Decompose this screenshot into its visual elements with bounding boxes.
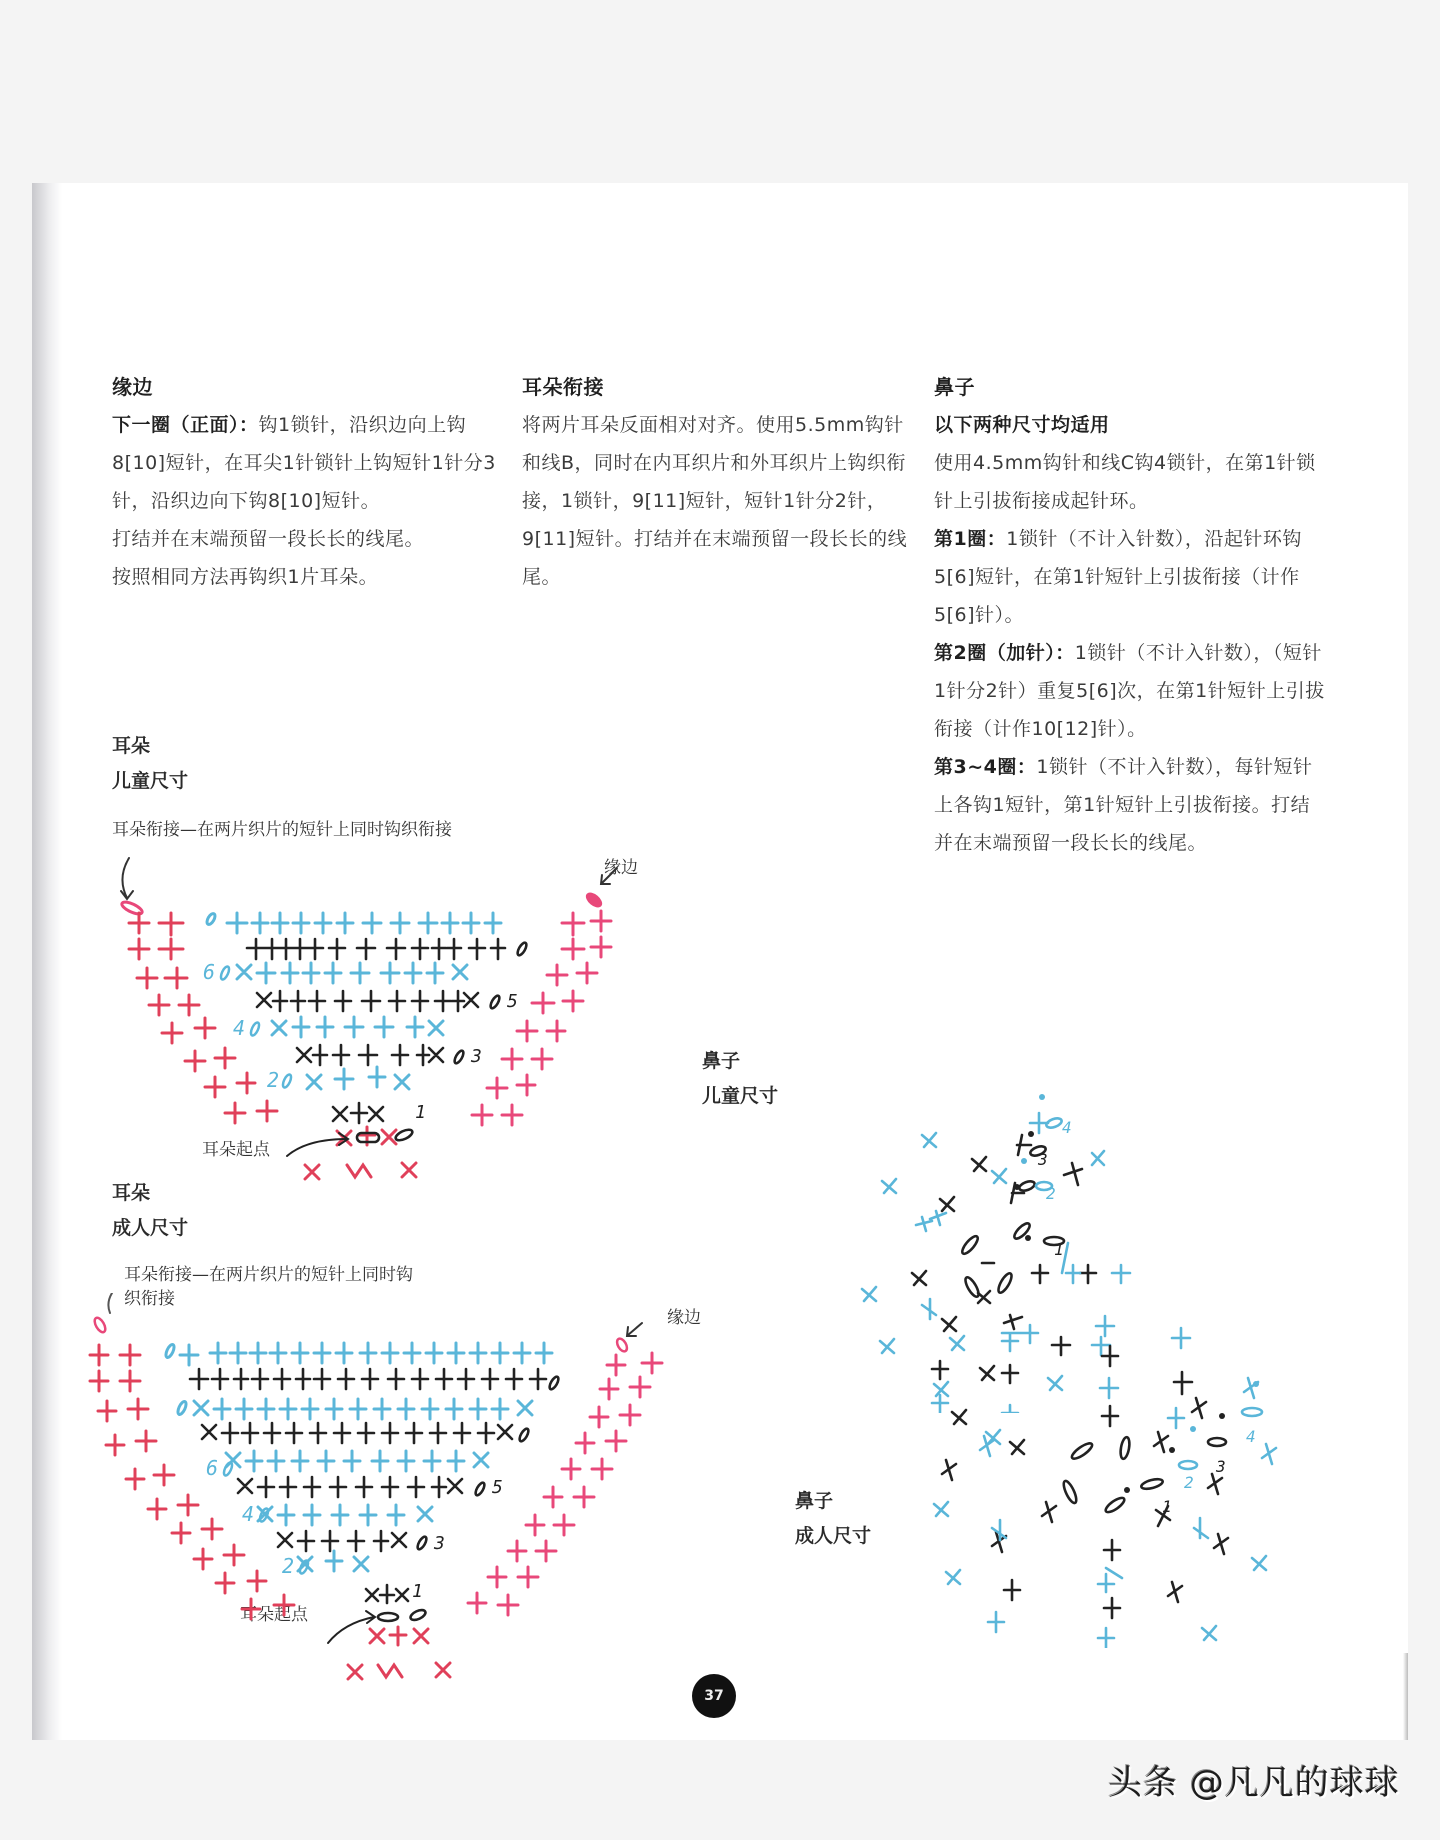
svg-text:4: 4 — [1062, 1118, 1072, 1137]
watermark: 头条 @凡凡的球球 — [1108, 1763, 1400, 1803]
svg-text:4: 4 — [233, 1016, 246, 1040]
ear-child-start-note: 耳朵起点 — [202, 1140, 270, 1160]
ear-adult-chart — [82, 1293, 722, 1693]
section-ear-joining — [522, 368, 917, 596]
svg-text:4: 4 — [242, 1502, 255, 1526]
ear-child-size: 儿童尺寸 — [112, 770, 189, 792]
nose-adult-size: 成人尺寸 — [795, 1525, 872, 1547]
svg-text:1: 1 — [1054, 1240, 1064, 1259]
section-nose — [934, 368, 1329, 862]
nose-adult-chart — [932, 1288, 1312, 1648]
paragraph — [112, 406, 507, 520]
paragraph — [934, 520, 1329, 634]
ear-adult-join-note-line1: 耳朵衔接—在两片织片的短针上同时钩 — [124, 1265, 413, 1285]
svg-text:2: 2 — [267, 1068, 280, 1092]
ear-child-edge-note: 缘边 — [604, 858, 638, 878]
ear-adult-join-note-line2: 织衔接 — [124, 1289, 175, 1309]
book-page — [32, 183, 1408, 1740]
nose-child-title: 鼻子 — [702, 1050, 741, 1072]
svg-text:1: 1 — [412, 1581, 423, 1602]
paragraph: 按照相同方法再钩织1片耳朵。 — [112, 566, 379, 588]
svg-text:6: 6 — [203, 960, 216, 984]
paragraph: 使用4.5mm钩针和线C钩4锁针，在第1针锁针上引拔衔接成起针环。 — [934, 452, 1316, 512]
paragraph: 将两片耳朵反面相对对齐。使用5.5mm钩针和线B，同时在内耳织片和外耳织片上钩织衔接，1锁针，9[11]短针，短针1针分2针，9[11]短针。打结并在末端预留一段长长的线尾。 — [522, 414, 908, 588]
svg-text:3: 3 — [434, 1533, 445, 1554]
round-label: 第3~4圈： — [934, 756, 1037, 778]
svg-text:3: 3 — [1038, 1150, 1048, 1169]
svg-text:3: 3 — [471, 1046, 482, 1067]
svg-text:6: 6 — [206, 1456, 219, 1480]
section-heading: 耳朵衔接 — [522, 375, 604, 399]
section-subheading: 以下两种尺寸均适用 — [934, 414, 1110, 436]
paragraph-text: 1锁针（不计入针数），每针短针上各钩1短针，第1针短针上引拔衔接。打结并在末端预留一段长长的线尾。 — [934, 756, 1313, 854]
ear-adult-title: 耳朵 — [112, 1182, 151, 1204]
svg-text:3: 3 — [1216, 1457, 1226, 1476]
round-label: 下一圈（正面）： — [112, 414, 259, 436]
section-heading: 缘边 — [112, 375, 153, 399]
svg-text:2: 2 — [1184, 1473, 1194, 1492]
ear-child-join-note: 耳朵衔接—在两片织片的短针上同时钩织衔接 — [112, 820, 452, 840]
svg-text:2: 2 — [282, 1554, 295, 1578]
svg-text:5: 5 — [492, 1477, 503, 1498]
svg-text:5: 5 — [507, 991, 518, 1012]
nose-adult-title: 鼻子 — [795, 1490, 834, 1512]
paragraph-text: 1锁针（不计入针数），（短针1针分2针）重复5[6]次，在第1针短针上引拔衔接（计作10[12]针）。 — [934, 642, 1325, 740]
page-number-badge: 37 — [692, 1674, 736, 1718]
ear-adult-start-note: 耳朵起点 — [240, 1605, 308, 1625]
ear-child-title: 耳朵 — [112, 735, 151, 757]
ear-adult-size: 成人尺寸 — [112, 1217, 189, 1239]
round-label: 第2圈（加针）： — [934, 642, 1075, 664]
page-spine-shadow — [32, 183, 62, 1740]
svg-text:1: 1 — [1162, 1497, 1172, 1516]
paragraph-text: 钩1锁针，沿织边向上钩8[10]短针，在耳尖1针锁针上钩短针1针分3针，沿织边向下钩8[10]短针。 — [112, 414, 496, 512]
paragraph — [934, 634, 1329, 748]
round-label: 第1圈： — [934, 528, 1007, 550]
section-edging — [112, 368, 507, 596]
svg-text:1: 1 — [415, 1102, 426, 1123]
paragraph: 打结并在末端预留一段长长的线尾。 — [112, 528, 425, 550]
nose-child-size: 儿童尺寸 — [702, 1085, 779, 1107]
svg-text:2: 2 — [1046, 1184, 1056, 1203]
paragraph-text: 1锁针（不计入针数），沿起针环钩5[6]短针，在第1针短针上引拔衔接（计作5[6]针）。 — [934, 528, 1302, 626]
ear-child-chart — [107, 843, 667, 1203]
page-edge-shadow — [1403, 1653, 1408, 1740]
section-heading: 鼻子 — [934, 375, 975, 399]
paragraph — [934, 748, 1329, 862]
ear-adult-edge-note: 缘边 — [667, 1308, 701, 1328]
svg-text:4: 4 — [1246, 1427, 1256, 1446]
